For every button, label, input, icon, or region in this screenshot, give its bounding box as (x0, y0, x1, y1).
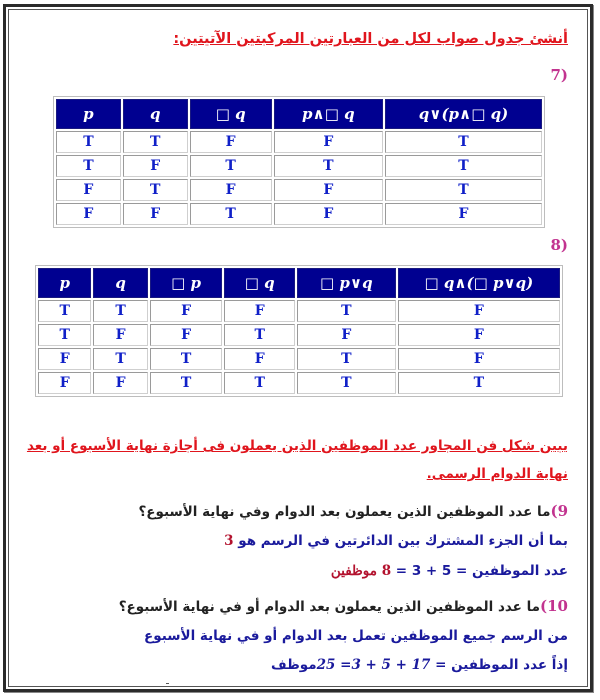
table-cell: F (224, 300, 295, 322)
table-cell: F (190, 131, 272, 153)
table-cell: F (38, 348, 91, 370)
column-header: □ p∨q (297, 268, 396, 298)
answer-result: 8 (381, 563, 392, 579)
table-row (38, 324, 560, 346)
table-cell: F (123, 203, 188, 225)
table-cell: T (274, 155, 383, 177)
table-cell: T (38, 324, 91, 346)
column-header: q∨(p∧□ q) (385, 99, 542, 129)
question-10-answer-line-1: من الرسم جميع الموظفين تعمل بعد الدوام أو في نهاية الأسبوع (144, 628, 568, 644)
question-9-answer-line-2 (331, 563, 568, 579)
table-cell: F (274, 179, 383, 201)
table-cell: T (398, 372, 560, 394)
truth-table-7 (53, 96, 545, 228)
intersection-value: 3 (224, 533, 234, 549)
instruction-heading: أنشئ جدول صواب لكل من العبارتين المركبتين الآتيتين: (173, 31, 568, 47)
table-cell: F (224, 348, 295, 370)
table-cell: F (93, 324, 147, 346)
table-cell: T (224, 324, 295, 346)
table-row (38, 348, 560, 370)
exercise-7-number: (7 (550, 66, 568, 84)
answer-unit: موظفين (330, 563, 377, 579)
question-9 (138, 502, 568, 520)
table-header-row (56, 99, 542, 129)
question-10-number: 10) (540, 597, 568, 615)
table-cell: T (385, 131, 542, 153)
table-cell: T (56, 131, 121, 153)
table-cell: F (150, 300, 223, 322)
table-cell: T (297, 372, 396, 394)
answer-expression: 8 = 3 + 5 (381, 563, 452, 579)
column-header: □ q (224, 268, 295, 298)
table-header-row (38, 268, 560, 298)
table-cell: T (190, 155, 272, 177)
column-header: q (123, 99, 188, 129)
table-cell: T (385, 179, 542, 201)
answer-unit: موظف (271, 657, 317, 673)
table-cell: T (123, 131, 188, 153)
question-10-text: ما عدد الموظفين الذين يعملون بعد الدوام أو في نهاية الأسبوع؟ (118, 599, 541, 615)
table-cell: T (93, 300, 147, 322)
table-cell: F (190, 179, 272, 201)
table-cell: F (150, 324, 223, 346)
answer-expression (317, 657, 431, 673)
table-cell: F (398, 324, 560, 346)
table-cell: F (274, 203, 383, 225)
table-cell: T (297, 300, 396, 322)
column-header: q (93, 268, 147, 298)
column-header: p (38, 268, 91, 298)
table-cell: T (224, 372, 295, 394)
answer-expr: 3 + 5 (411, 563, 452, 579)
table-row (56, 179, 542, 201)
table-cell: T (150, 348, 223, 370)
answer-label: إذاً عدد الموظفين = (435, 657, 568, 673)
column-header: □ p (150, 268, 223, 298)
truth-table-8 (35, 265, 563, 397)
question-9-text: ما عدد الموظفين الذين يعملون بعد الدوام وفي نهاية الأسبوع؟ (138, 504, 551, 520)
answer-text: بما أن الجزء المشترك بين الدائرتين في الرسم هو (238, 533, 568, 549)
question-9-answer-line-1 (224, 533, 568, 549)
column-header: □ q∧(□ p∨q) (398, 268, 560, 298)
table-cell: F (385, 203, 542, 225)
question-9-number: 9) (550, 502, 568, 520)
table-row (38, 300, 560, 322)
column-header: p (56, 99, 121, 129)
answer-expr-text: 25 =3 + 5 + 17 (316, 657, 431, 673)
exercise-8-number: (8 (550, 236, 568, 254)
venn-intro-line-2: نهاية الدوام الرسمى. (426, 466, 568, 482)
table-cell: T (123, 179, 188, 201)
table-row (56, 131, 542, 153)
table-cell: T (385, 155, 542, 177)
table-cell: T (56, 155, 121, 177)
table-row (56, 203, 542, 225)
question-10 (119, 597, 568, 615)
table-cell: F (56, 179, 121, 201)
table-cell: T (38, 300, 91, 322)
table-cell: T (190, 203, 272, 225)
column-header: p∧□ q (274, 99, 383, 129)
table-row (56, 155, 542, 177)
stray-dot (166, 683, 169, 684)
table-row (38, 372, 560, 394)
table-cell: F (56, 203, 121, 225)
table-cell: F (274, 131, 383, 153)
table-cell: F (123, 155, 188, 177)
table-cell: F (398, 348, 560, 370)
table-cell: T (150, 372, 223, 394)
venn-intro-line-1: يبين شكل فن المجاور عدد الموظفين الذين يعملون فى أجازة نهاية الأسبوع أو بعد (26, 438, 568, 454)
table-cell: F (93, 372, 147, 394)
table-cell: T (297, 348, 396, 370)
answer-label: عدد الموظفين = (456, 563, 568, 579)
question-10-answer-line-2 (271, 657, 568, 673)
table-cell: F (38, 372, 91, 394)
table-cell: F (398, 300, 560, 322)
table-cell: T (93, 348, 147, 370)
column-header: □ q (190, 99, 272, 129)
table-cell: F (297, 324, 396, 346)
